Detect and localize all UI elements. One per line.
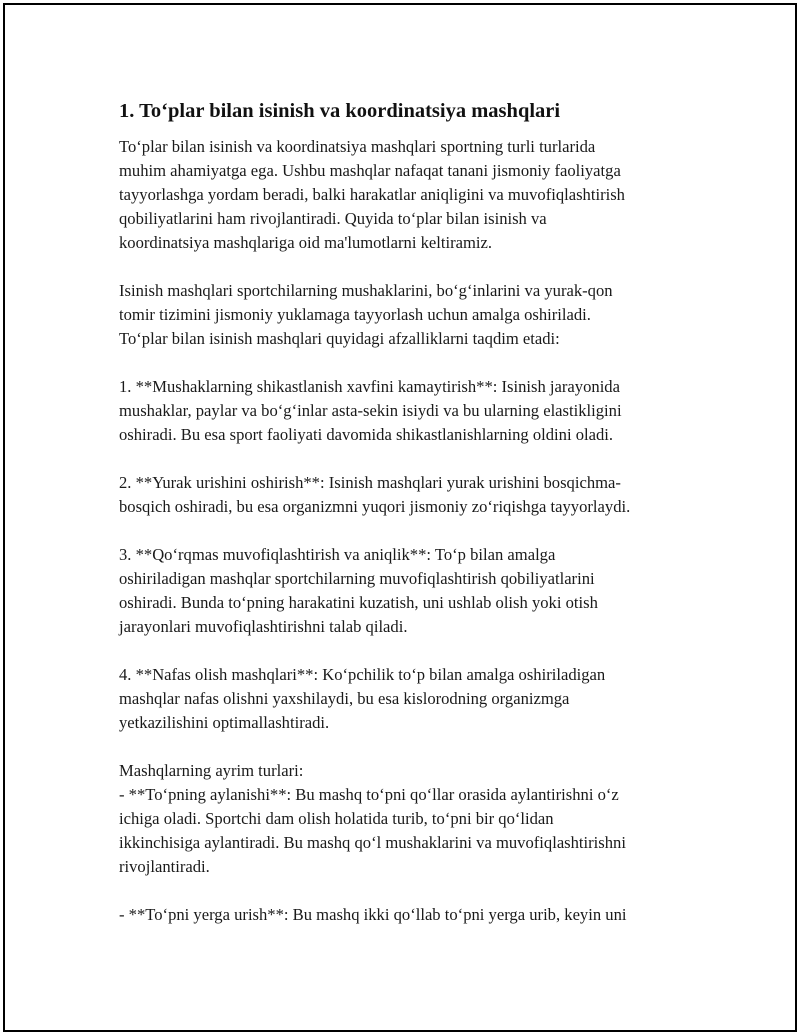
paragraph-warmup [119,279,694,351]
section-heading: 1. To‘plar bilan isinish va koordinatsiya mashqlari [119,100,561,122]
text-line: koordinatsiya mashqlariga oid ma'lumotlarni keltiramiz. [119,233,493,252]
text-line: oshiradi. Bu esa sport faoliyati davomida shikastlanishlarning oldini oladi. [119,425,614,444]
text-line: oshiriladigan mashqlar sportchilarning muvofiqlashtirish qobiliyatlarini [119,569,595,588]
paragraph-item-4 [119,663,694,735]
paragraph-item-3 [119,543,694,639]
text-line: 1. **Mushaklarning shikastlanish xavfini kamaytirish**: Isinish jarayonida [119,377,620,396]
text-line: ichiga oladi. Sportchi dam olish holatida turib, to‘pni bir qo‘lidan [119,809,554,828]
text-line: qobiliyatlarini ham rivojlantiradi. Quyida to‘plar bilan isinish va [119,209,547,228]
text-line: tayyorlashga yordam beradi, balki harakatlar aniqligini va muvofiqlashtirish [119,185,625,204]
text-line: bosqich oshiradi, bu esa organizmni yuqori jismoniy zo‘riqishga tayyorlaydi. [119,497,631,516]
paragraph-intro [119,135,694,255]
paragraph-item-1 [119,375,694,447]
text-line: mashqlar nafas olishni yaxshilaydi, bu esa kislorodning organizmga [119,689,570,708]
text-line: tomir tizimini jismoniy yuklamaga tayyorlash uchun amalga oshiriladi. [119,305,591,324]
text-line: 3. **Qo‘rqmas muvofiqlashtirish va aniqlik**: To‘p bilan amalga [119,545,556,564]
text-line: jarayonlari muvofiqlashtirishni talab qiladi. [119,617,408,636]
text-line: To‘plar bilan isinish mashqlari quyidagi afzalliklarni taqdim etadi: [119,329,560,348]
paragraph-ball-bounce [119,903,694,927]
text-line: 4. **Nafas olish mashqlari**: Ko‘pchilik to‘p bilan amalga oshiriladigan [119,665,606,684]
paragraph-item-2 [119,471,694,519]
text-line: oshiradi. Bunda to‘pning harakatini kuzatish, uni ushlab olish yoki otish [119,593,598,612]
text-line: ikkinchisiga aylantiradi. Bu mashq qo‘l mushaklarini va muvofiqlashtirishni [119,833,626,852]
paragraph-exercise-types [119,759,694,879]
text-line: To‘plar bilan isinish va koordinatsiya mashqlari sportning turli turlarida [119,137,596,156]
text-line: Mashqlarning ayrim turlari: [119,761,304,780]
text-line: 2. **Yurak urishini oshirish**: Isinish mashqlari yurak urishini bosqichma- [119,473,621,492]
document-page [3,3,797,1032]
text-line: rivojlantiradi. [119,857,210,876]
text-line: mushaklar, paylar va bo‘g‘inlar asta-sekin isiydi va bu ularning elastikligini [119,401,622,420]
text-line: yetkazilishini optimallashtiradi. [119,713,330,732]
text-line: - **To‘pni yerga urish**: Bu mashq ikki qo‘llab to‘pni yerga urib, keyin uni [119,905,627,924]
text-line: Isinish mashqlari sportchilarning mushaklarini, bo‘g‘inlarini va yurak-qon [119,281,613,300]
document-content [119,98,694,951]
text-line: - **To‘pning aylanishi**: Bu mashq to‘pni qo‘llar orasida aylantirishni o‘z [119,785,619,804]
text-line: muhim ahamiyatga ega. Ushbu mashqlar nafaqat tanani jismoniy faoliyatga [119,161,621,180]
